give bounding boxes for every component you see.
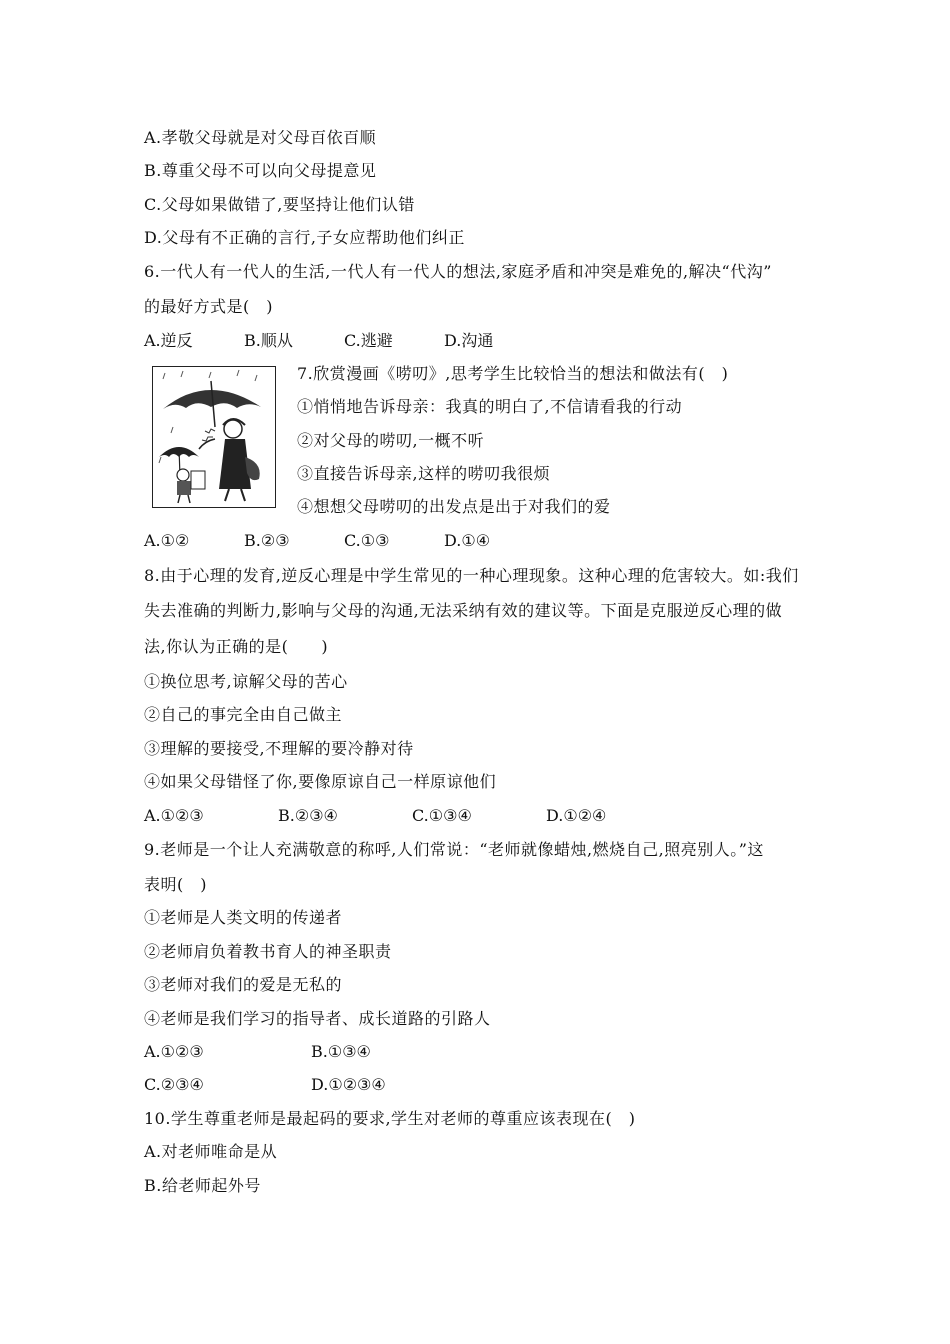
q9-item-2: ②老师肩负着教书育人的神圣职责 [144, 942, 392, 961]
q8-item-2: ②自己的事完全由自己做主 [144, 705, 343, 724]
q7-option-d: D.①④ [444, 531, 491, 550]
q8-option-c: C.①③④ [412, 806, 472, 825]
q7-stem: 7.欣赏漫画《唠叨》,思考学生比较恰当的想法和做法有( ) [297, 364, 729, 383]
q8-stem-line1: 8.由于心理的发育,逆反心理是中学生常见的一种心理现象。这种心理的危害较大。如:我们 [144, 566, 799, 585]
q9-option-a: A.①②③ [144, 1042, 204, 1061]
q7-item-4: ④想想父母唠叨的出发点是出于对我们的爱 [297, 497, 611, 516]
q9-stem-line1: 9.老师是一个让人充满敬意的称呼,人们常说：“老师就像蜡烛,燃烧自己,照亮别人。”这 [144, 840, 764, 859]
q6-stem-line1: 6.一代人有一代人的生活,一代人有一代人的想法,家庭矛盾和冲突是难免的,解决“代沟” [144, 262, 772, 281]
cartoon-illustration [153, 367, 274, 506]
q9-option-d: D.①②③④ [311, 1075, 386, 1094]
q5-option-b: B.尊重父母不可以向父母提意见 [144, 161, 377, 180]
q8-stem-line3: 法,你认为正确的是( ) [144, 637, 329, 656]
q6-option-c: C.逃避 [344, 331, 393, 350]
q9-item-4: ④老师是我们学习的指导者、成长道路的引路人 [144, 1009, 491, 1028]
q10-option-b: B.给老师起外号 [144, 1176, 261, 1195]
q8-item-3: ③理解的要接受,不理解的要冷静对待 [144, 739, 414, 758]
q9-stem-line2: 表明( ) [144, 875, 207, 894]
q8-item-4: ④如果父母错怪了你,要像原谅自己一样原谅他们 [144, 772, 497, 791]
q8-option-b: B.②③④ [278, 806, 338, 825]
q7-option-c: C.①③ [344, 531, 390, 550]
q7-item-1: ①悄悄地告诉母亲：我真的明白了,不信请看我的行动 [297, 397, 683, 416]
q8-stem-line2: 失去准确的判断力,影响与父母的沟通,无法采纳有效的建议等。下面是克服逆反心理的做 [144, 601, 783, 620]
q9-item-3: ③老师对我们的爱是无私的 [144, 975, 343, 994]
q6-option-a: A.逆反 [144, 331, 193, 350]
q9-option-b: B.①③④ [311, 1042, 371, 1061]
q7-option-b: B.②③ [244, 531, 290, 550]
q10-stem: 10.学生尊重老师是最起码的要求,学生对老师的尊重应该表现在( ) [144, 1109, 636, 1128]
nagging-cartoon-image [152, 366, 276, 508]
q8-option-a: A.①②③ [144, 806, 204, 825]
q9-option-c: C.②③④ [144, 1075, 204, 1094]
q6-stem-line2: 的最好方式是( ) [144, 297, 273, 316]
q8-option-d: D.①②④ [546, 806, 607, 825]
q6-option-d: D.沟通 [444, 331, 494, 350]
q7-option-a: A.①② [144, 531, 190, 550]
q8-item-1: ①换位思考,谅解父母的苦心 [144, 672, 348, 691]
q5-option-a: A.孝敬父母就是对父母百依百顺 [144, 128, 377, 147]
q9-item-1: ①老师是人类文明的传递者 [144, 908, 343, 927]
q5-option-c: C.父母如果做错了,要坚持让他们认错 [144, 195, 415, 214]
q6-option-b: B.顺从 [244, 331, 293, 350]
q7-item-3: ③直接告诉母亲,这样的唠叨我很烦 [297, 464, 551, 483]
q7-item-2: ②对父母的唠叨,一概不听 [297, 431, 485, 450]
q10-option-a: A.对老师唯命是从 [144, 1142, 278, 1161]
q5-option-d: D.父母有不正确的言行,子女应帮助他们纠正 [144, 228, 465, 247]
